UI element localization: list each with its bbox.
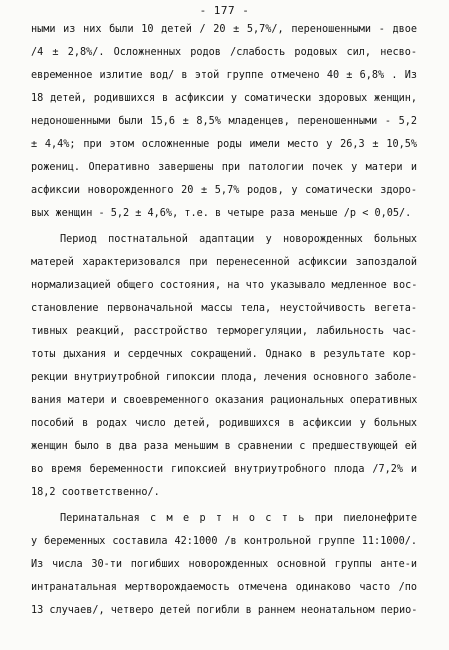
text-line: рожениц. Оперативно завершены при патологии почек у матери и xyxy=(31,162,417,173)
text-line: 18,2 соответственно/. xyxy=(31,487,160,498)
text-line: женщин было в два раза меньшим в сравнении с предшествующей ей xyxy=(31,441,417,452)
text-line: 13 случаев/, четверо детей погибли в раннем неонатальном перио- xyxy=(31,605,417,616)
page-number: - 177 - xyxy=(199,4,250,17)
text-line: ными из них были 10 детей / 20 ± 5,7%/, переношенными - двое xyxy=(31,24,417,35)
text-line: становление первоначальной массы тела, неустойчивость вегета- xyxy=(31,303,417,314)
text-line: недоношенными были 15,6 ± 8,5% младенцев, переношенными - 5,2 xyxy=(31,116,417,127)
text-line: тивных реакций, расстройство терморегуляции, лабильность час- xyxy=(31,326,417,337)
text-line: ± 4,4%; при этом осложненные роды имели место у 26,3 ± 10,5% xyxy=(31,139,417,150)
text-line: интранатальная мертворождаемость отмечена одинаково часто /по xyxy=(31,582,417,593)
text-line: матерей характеризовался при перенесенной асфиксии запоздалой xyxy=(31,257,417,268)
text-line: тоты дыхания и сердечных сокращений. Однако в результате кор- xyxy=(31,349,417,360)
text-line: нормализацией общего состояния, на что указывало медленное вос- xyxy=(31,280,417,291)
text-line: вых женщин - 5,2 ± 4,6%, т.е. в четыре раза меньше /р < 0,05/. xyxy=(31,208,412,219)
text-line: асфиксии новорожденного 20 ± 5,7% родов, у соматически здоро- xyxy=(31,185,417,196)
paragraph-first-line: Перинатальная с м е р т н о с т ь при пиелонефрите xyxy=(60,513,417,524)
text-line: евременное излитие вод/ в этой группе отмечено 40 ± 6,8% . Из xyxy=(31,70,417,81)
text-line: Из числа 30-ти погибших новорожденных основной группы анте-и xyxy=(31,559,417,570)
paragraph-first-line: Период постнатальной адаптации у новорожденных больных xyxy=(60,234,417,245)
text-line: вания матери и своевременного оказания рациональных оперативных xyxy=(31,395,417,406)
text-line: /4 ± 2,8%/. Осложненных родов /слабость родовых сил, несво- xyxy=(31,47,417,58)
text-line: 18 детей, родившихся в асфиксии у соматически здоровых женщин, xyxy=(31,93,417,104)
text-line: пособий в родах число детей, родившихся в асфиксии у больных xyxy=(31,418,417,429)
text-line: у беременных составила 42:1000 /в контрольной группе 11:1000/. xyxy=(31,536,417,547)
text-line: во время беременности гипоксией внутриутробного плода /7,2% и xyxy=(31,464,417,475)
text-line: рекции внутриутробной гипоксии плода, лечения основного заболе- xyxy=(31,372,417,383)
